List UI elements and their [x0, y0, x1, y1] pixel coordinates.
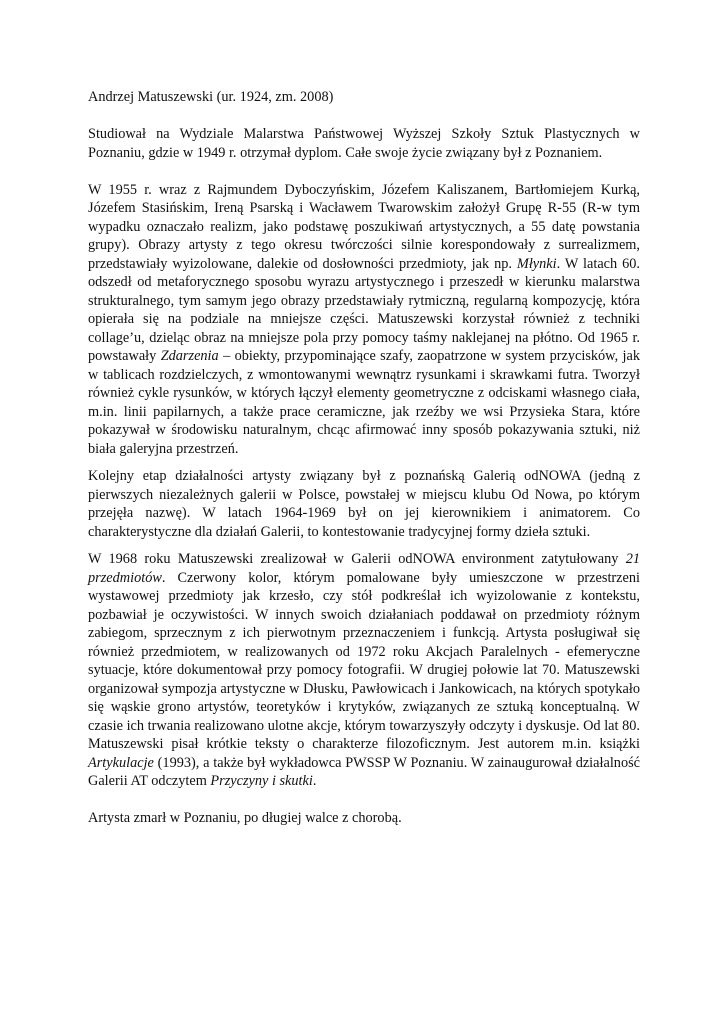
- paragraph-galeria-odnowa: Kolejny etap działalności artysty związany był z poznańską Galerią odNOWA (jedną z pierwszych niezależnych galerii w Polsce, powstałej w miejscu klubu Od Nowa, po którym przejęła nazwę). W latach 1964-1969 był on jej kierownikiem i animatorem. Co charakterystyczne dla działań Galerii, to kontestowanie tradycyjnej formy dzieła sztuki.: [88, 468, 640, 540]
- document-page: [88, 88, 640, 828]
- text-run: .: [312, 773, 317, 789]
- text-run: W 1968 roku Matuszewski zrealizował w Galerii odNOWA environment zatytułowany: [88, 551, 626, 567]
- paragraph-group-r55: [88, 181, 640, 459]
- artwork-title-mlynki: Młynki: [516, 255, 557, 272]
- book-title-artykulacje: Artykulacje: [88, 754, 154, 771]
- artwork-title-21-przedmiotow: 21 przedmiotów: [88, 551, 640, 586]
- paragraph-environment-1968: [88, 550, 640, 791]
- text-run: – obiekty, przypominające szafy, zaopatrzone w system przycisków, jak w tablicach rozdzielczych, z wmontowanymi wewnątrz rysunkami i skrawkami futra. Tworzył również cykle rysunków, w których łączył elementy geometryczne z odciskami własnego ciała, m.in. linii papilarnych, a także prace ceramiczne, jak rzeźby we wsi Przysieka Stara, które pokazywał w środowisku naturalnym, chcąc afirmować inny sposób pokazywania sztuki, niż biała galeryjna przestrzeń.: [88, 348, 640, 457]
- artwork-title-zdarzenia: Zdarzenia: [160, 348, 219, 364]
- document-heading: Andrzej Matuszewski (ur. 1924, zm. 2008): [88, 89, 334, 105]
- text-run: W 1955 r. wraz z Rajmundem Dyboczyńskim, Józefem Kaliszanem, Bartłomiejem Kurką, Józefem Stasińskim, Ireną Psarską i Wacławem Twarowskim założył Grupę R-55 (R-w tym wypadku oznaczało realizm, jako podstawę poszukiwań artystycznych, a 55 datę powstania grupy). Obrazy artysty z tego okresu twórczości silnie korespondowały z surrealizmem, przedstawiały wyizolowane, dalekie od dosłowności przedmioty, jak np.: [88, 181, 640, 272]
- text-run: . Czerwony kolor, którym pomalowane były umieszczone w przestrzeni wystawowej przedmioty jak krzesło, czy stół podkreślał ich wyizolowanie z kontekstu, pozbawiał je oczywistości. W innych swoich działaniach poddawał on przedmioty różnym zabiegom, sprzecznym z ich pierwotnym przeznaczeniem i funkcją. Artysta posługiwał się również przedmiotem, w realizowanych od 1972 roku Akcjach Paralelnych - efemeryczne sytuacje, które dokumentował przy pomocy fotografii. W drugiej połowie lat 70. Matuszewski organizował sympozja artystyczne w Dłusku, Pawłowicach i Jankowicach, na których spotykało się wąskie grono artystów, teoretyków i krytyków, związanych ze sztuką konceptualną. W czasie ich trwania realizowano ulotne akcje, którym towarzyszyły odczyty i dyskusje. Od lat 80. Matuszewski pisał krótkie teksty o charakterze filozoficznym. Jest autorem m.in. książki: [88, 569, 640, 752]
- lecture-title-przyczyny-i-skutki: Przyczyny i skutki: [210, 773, 313, 789]
- paragraph-education: Studiował na Wydziale Malarstwa Państwowej Wyższej Szkoły Sztuk Plastycznych w Poznaniu, gdzie w 1949 r. otrzymał dyplom. Całe swoje życie związany był z Poznaniem.: [88, 126, 640, 161]
- paragraph-death: Artysta zmarł w Poznaniu, po długiej walce z chorobą.: [88, 810, 402, 826]
- text-run: (1993), a także był wykładowca PWSSP W Poznaniu. W zainaugurował działalność Galerii AT odczytem: [88, 754, 640, 789]
- text-run: . W latach 60. odszedł od metaforycznego sposobu wyrazu artystycznego i przeszedł w kierunku malarstwa strukturalnego, tym samym jego obrazy przedstawiały rytmiczną, regularną kompozycję, która opierała się na podziale na mniejsze części. Matuszewski korzystał również z techniki collage’u, dzieląc obraz na mniejsze pola przy pomocy taśmy naklejanej na płótno. Od 1965 r. powstawały: [88, 255, 640, 364]
